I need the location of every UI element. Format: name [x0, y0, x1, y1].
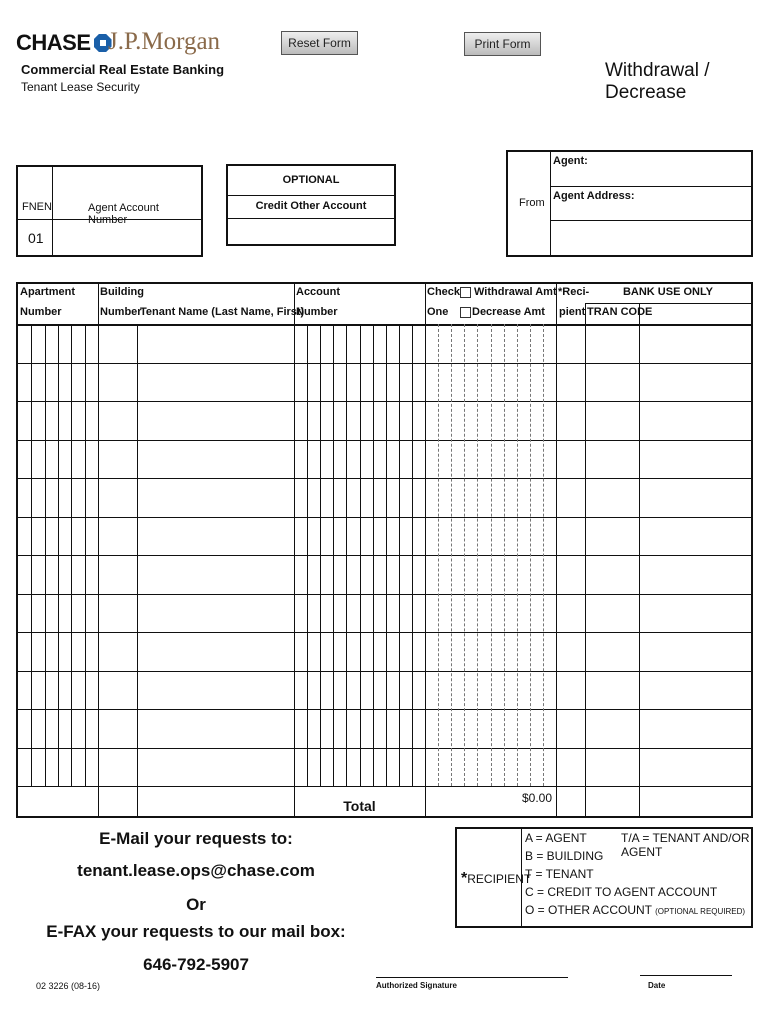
decrease-amt-header: Decrease Amt: [472, 306, 545, 318]
key-t: T = TENANT: [525, 867, 594, 881]
date-label: Date: [648, 981, 666, 990]
from-box: [506, 150, 753, 257]
building-header-2: Number: [100, 306, 142, 318]
optional-label: OPTIONAL: [282, 174, 340, 186]
tenant-name-header: Tenant Name (Last Name, First): [140, 306, 305, 318]
agent-address-input[interactable]: [552, 222, 749, 254]
tran-code-header: TRAN CODE: [587, 306, 653, 318]
efax-instruction: E-FAX your requests to our mail box:: [46, 922, 346, 941]
print-form-button[interactable]: Print Form: [464, 32, 541, 56]
chase-logo: CHASE: [16, 30, 112, 56]
total-label: Total: [343, 798, 376, 814]
key-a: A = AGENT: [525, 831, 587, 845]
division-title: Commercial Real Estate Banking: [21, 62, 225, 77]
fnen-value: 01: [28, 230, 44, 246]
credit-other-account-input[interactable]: [230, 221, 392, 243]
total-value: $0.00: [521, 791, 552, 805]
form-title: Withdrawal / Decrease: [605, 60, 710, 103]
tenant-lease-table: [16, 282, 753, 818]
key-o: O = OTHER ACCOUNT (OPTIONAL REQUIRED): [525, 903, 746, 917]
agent-account-number-input[interactable]: [54, 221, 199, 254]
from-label: From: [519, 197, 545, 209]
form-code: 02 3226 (08-16): [36, 981, 101, 991]
subdivision-title: Tenant Lease Security: [21, 80, 140, 94]
account-header-2: Number: [296, 306, 338, 318]
withdrawal-checkbox[interactable]: [460, 287, 471, 298]
jpmorgan-logo: J.P.Morgan: [108, 28, 221, 55]
fnen-label: FNEN: [22, 201, 52, 213]
recipient-header-1: *Reci-: [558, 286, 590, 298]
agent-account-box: [16, 165, 203, 257]
optional-box: [226, 164, 396, 246]
agent-label: Agent:: [553, 155, 588, 167]
agent-input[interactable]: [552, 167, 749, 185]
check-header-1: Check: [427, 286, 461, 298]
account-header-1: Account: [296, 286, 340, 298]
email-address: tenant.lease.ops@chase.com: [77, 861, 315, 880]
agent-account-number-label: Agent Account Number: [88, 202, 159, 226]
agent-address-label: Agent Address:: [553, 190, 635, 202]
signature-label: Authorized Signature: [376, 981, 457, 990]
key-ta: T/A = TENANT AND/OR AGENT: [621, 831, 750, 859]
credit-other-account-label: Credit Other Account: [255, 200, 367, 212]
recipient-key-label: *RECIPIENT: [461, 870, 532, 887]
apartment-header-1: Apartment: [20, 286, 76, 298]
signature-line[interactable]: [376, 977, 568, 978]
key-c: C = CREDIT TO AGENT ACCOUNT: [525, 885, 718, 899]
or-text: Or: [186, 895, 206, 914]
date-line[interactable]: [640, 975, 732, 976]
recipient-header-2: pient: [559, 306, 586, 318]
email-instruction: E-Mail your requests to:: [99, 829, 293, 848]
apartment-header-2: Number: [20, 306, 62, 318]
building-header-1: Building: [100, 286, 144, 298]
key-b: B = BUILDING: [525, 849, 604, 863]
decrease-checkbox[interactable]: [460, 307, 471, 318]
recipient-key-box: [455, 827, 753, 928]
check-header-2: One: [427, 306, 449, 318]
withdrawal-amt-header: Withdrawal Amt: [474, 286, 557, 298]
bank-use-only-header: BANK USE ONLY: [622, 286, 714, 298]
fax-number: 646-792-5907: [143, 955, 249, 974]
reset-form-button[interactable]: Reset Form: [281, 31, 358, 55]
